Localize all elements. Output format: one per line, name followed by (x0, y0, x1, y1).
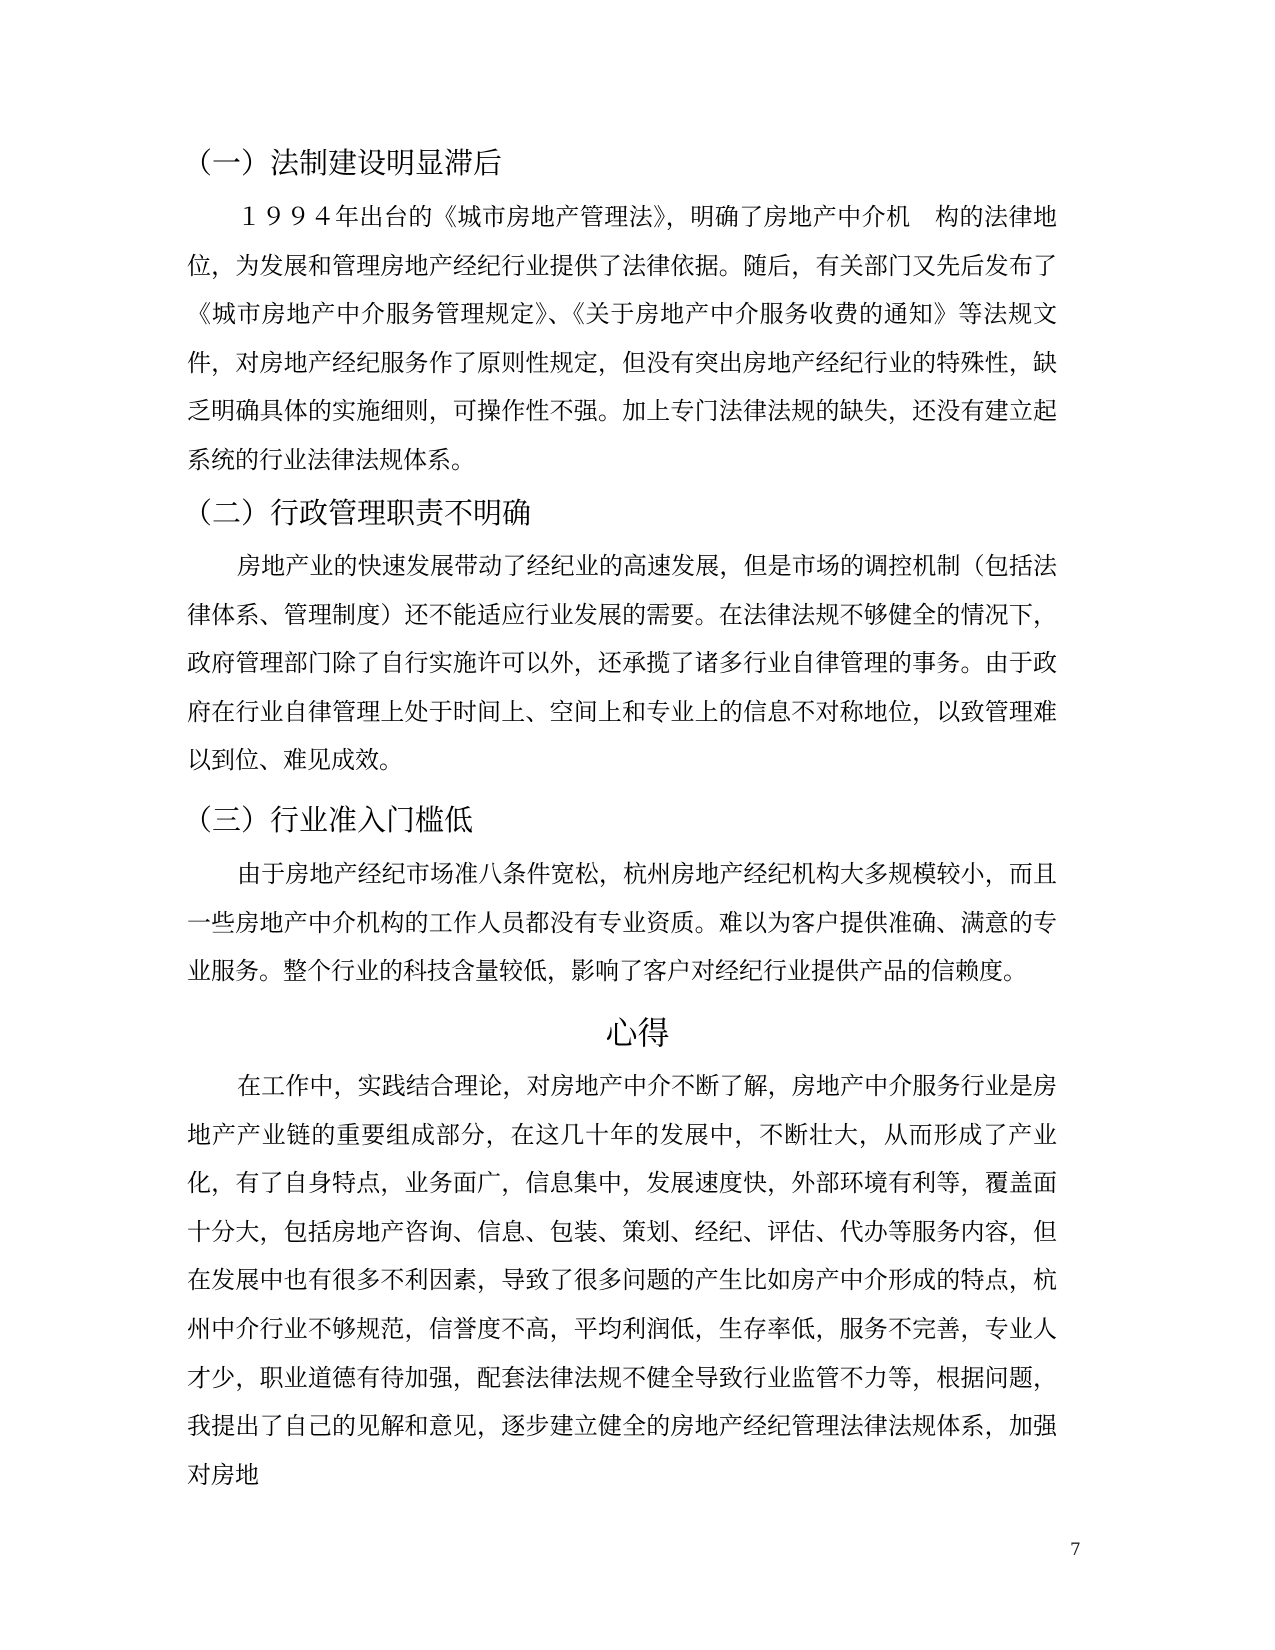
section-2-heading: （二）行政管理职责不明确 (183, 496, 532, 530)
summary-title: 心得 (605, 1014, 670, 1052)
page-number: 7 (1070, 1540, 1081, 1560)
section-1-paragraph: １９９４年出台的《城市房地产管理法》，明确了房地产中介机 构的法律地位，为发展和管理房地产经纪行业提供了法律依据。随后，有关部门又先后发布了《城市房地产中介服务管理规定》、《关于房地产中介服务收费的通知》等法规文件，对房地产经纪服务作了原则性规定，但没有突出房地产经纪行业的特殊性，缺乏明确具体的实施细则，可操作性不强。加上专门法律法规的缺失，还没有建立起系统的行业法律法规体系。 (187, 203, 1057, 474)
section-2-paragraph: 房地产业的快速发展带动了经纪业的高速发展，但是市场的调控机制（包括法律体系、管理制度）还不能适应行业发展的需要。在法律法规不够健全的情况下，政府管理部门除了自行实施许可以外，还承揽了诸多行业自律管理的事务。由于政府在行业自律管理上处于时间上、空间上和专业上的信息不对称地位，以致管理难以到位、难见成效。 (187, 552, 1057, 775)
section-1-heading: （一）法制建设明显滞后 (183, 146, 503, 180)
section-3-heading: （三）行业准入门槛低 (183, 803, 474, 837)
section-3-paragraph: 由于房地产经纪市场准八条件宽松，杭州房地产经纪机构大多规模较小，而且一些房地产中介机构的工作人员都没有专业资质。难以为客户提供准确、满意的专业服务。整个行业的科技含量较低，影响了客户对经纪行业提供产品的信赖度。 (187, 860, 1057, 986)
summary-paragraph: 在工作中，实践结合理论，对房地产中介不断了解，房地产中介服务行业是房地产产业链的重要组成部分，在这几十年的发展中，不断壮大，从而形成了产业化，有了自身特点，业务面广，信息集中，发展速度快，外部环境有利等，覆盖面十分大，包括房地产咨询、信息、包装、策划、经纪、评估、代办等服务内容，但在发展中也有很多不利因素，导致了很多问题的产生比如房产中介形成的特点，杭州中介行业不够规范，信誉度不高，平均利润低，生存率低，服务不完善，专业人才少，职业道德有待加强，配套法律法规不健全导致行业监管不力等，根据问题，我提出了自己的见解和意见，逐步建立健全的房地产经纪管理法律法规体系，加强对房地 (187, 1072, 1057, 1489)
